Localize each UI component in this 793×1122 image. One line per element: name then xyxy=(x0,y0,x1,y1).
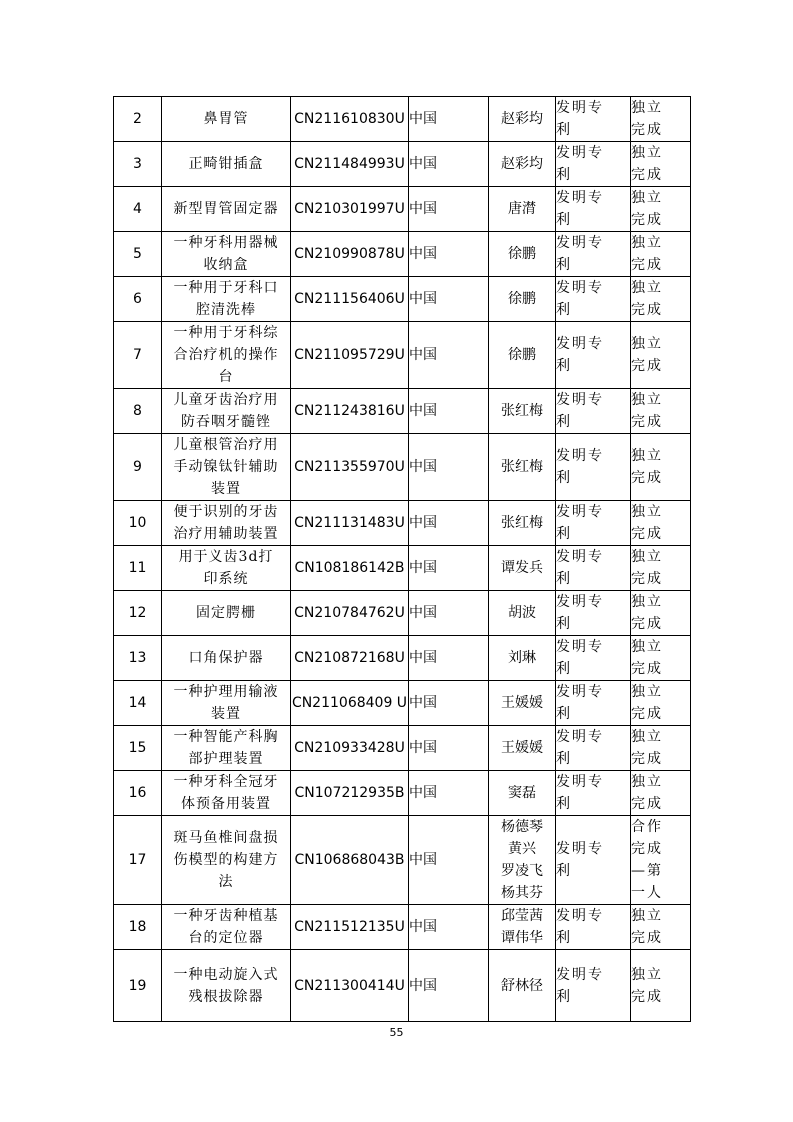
cell-number: CN107212935B xyxy=(291,771,409,816)
cell-inventor: 舒林径 xyxy=(489,950,556,1022)
cell-name: 斑马鱼椎间盘损 伤模型的构建方 法 xyxy=(162,816,291,905)
cell-idx: 2 xyxy=(114,97,162,142)
cell-type: 发明专 利 xyxy=(556,950,631,1022)
cell-number: CN210301997U xyxy=(291,187,409,232)
cell-country: 中国 xyxy=(409,591,489,636)
cell-name: 一种牙科全冠牙 体预备用装置 xyxy=(162,771,291,816)
cell-inventor: 窦磊 xyxy=(489,771,556,816)
cell-name: 一种用于牙科口 腔清洗棒 xyxy=(162,277,291,322)
cell-number: CN211512135U xyxy=(291,905,409,950)
cell-name: 一种电动旋入式 残根拔除器 xyxy=(162,950,291,1022)
cell-type: 发明专 利 xyxy=(556,501,631,546)
table-row xyxy=(114,434,691,501)
cell-idx: 9 xyxy=(114,434,162,501)
cell-role: 独立 完成 xyxy=(631,905,691,950)
cell-country: 中国 xyxy=(409,277,489,322)
cell-number: CN106868043B xyxy=(291,816,409,905)
cell-number: CN210784762U xyxy=(291,591,409,636)
cell-inventor: 谭发兵 xyxy=(489,546,556,591)
cell-role: 独立 完成 xyxy=(631,950,691,1022)
cell-number: CN210933428U xyxy=(291,726,409,771)
table-row xyxy=(114,816,691,905)
cell-type: 发明专 利 xyxy=(556,771,631,816)
cell-inventor: 徐鹏 xyxy=(489,232,556,277)
cell-inventor: 徐鹏 xyxy=(489,277,556,322)
table-row xyxy=(114,142,691,187)
cell-role: 独立 完成 xyxy=(631,771,691,816)
cell-number: CN210872168U xyxy=(291,636,409,681)
cell-inventor: 赵彩均 xyxy=(489,142,556,187)
cell-inventor: 王媛媛 xyxy=(489,726,556,771)
cell-number: CN211610830U xyxy=(291,97,409,142)
cell-name: 一种用于牙科综 合治疗机的操作 台 xyxy=(162,322,291,389)
cell-country: 中国 xyxy=(409,187,489,232)
cell-type: 发明专 利 xyxy=(556,142,631,187)
cell-country: 中国 xyxy=(409,546,489,591)
cell-number: CN211156406U xyxy=(291,277,409,322)
table-row xyxy=(114,771,691,816)
cell-type: 发明专 利 xyxy=(556,546,631,591)
cell-name: 便于识别的牙齿 治疗用辅助装置 xyxy=(162,501,291,546)
cell-name: 一种牙科用器械 收纳盒 xyxy=(162,232,291,277)
cell-number: CN211355970U xyxy=(291,434,409,501)
cell-idx: 6 xyxy=(114,277,162,322)
cell-role: 独立 完成 xyxy=(631,277,691,322)
table-row xyxy=(114,681,691,726)
cell-country: 中国 xyxy=(409,771,489,816)
cell-inventor: 邱莹茜 谭伟华 xyxy=(489,905,556,950)
cell-number: CN211095729U xyxy=(291,322,409,389)
cell-idx: 19 xyxy=(114,950,162,1022)
table-row xyxy=(114,322,691,389)
cell-country: 中国 xyxy=(409,905,489,950)
cell-type: 发明专 利 xyxy=(556,681,631,726)
cell-idx: 4 xyxy=(114,187,162,232)
cell-inventor: 刘琳 xyxy=(489,636,556,681)
cell-idx: 5 xyxy=(114,232,162,277)
cell-number: CN210990878U xyxy=(291,232,409,277)
cell-idx: 11 xyxy=(114,546,162,591)
cell-number: CN211068409 U xyxy=(291,681,409,726)
cell-idx: 8 xyxy=(114,389,162,434)
cell-inventor: 徐鹏 xyxy=(489,322,556,389)
cell-number: CN211131483U xyxy=(291,501,409,546)
cell-inventor: 胡波 xyxy=(489,591,556,636)
cell-name: 一种牙齿种植基 台的定位器 xyxy=(162,905,291,950)
cell-type: 发明专 利 xyxy=(556,187,631,232)
cell-number: CN211300414U xyxy=(291,950,409,1022)
cell-name: 新型胃管固定器 xyxy=(162,187,291,232)
patent-table-body xyxy=(114,97,691,1022)
table-row xyxy=(114,591,691,636)
table-row xyxy=(114,726,691,771)
cell-number: CN108186142B xyxy=(291,546,409,591)
cell-country: 中国 xyxy=(409,816,489,905)
cell-role: 独立 完成 xyxy=(631,501,691,546)
cell-inventor: 王媛媛 xyxy=(489,681,556,726)
cell-role: 合作 完成 —第 一人 xyxy=(631,816,691,905)
cell-idx: 14 xyxy=(114,681,162,726)
table-row xyxy=(114,187,691,232)
table-row xyxy=(114,501,691,546)
cell-country: 中国 xyxy=(409,726,489,771)
cell-country: 中国 xyxy=(409,322,489,389)
page-number: 55 xyxy=(389,1026,404,1039)
cell-type: 发明专 利 xyxy=(556,232,631,277)
cell-idx: 13 xyxy=(114,636,162,681)
cell-country: 中国 xyxy=(409,501,489,546)
cell-name: 用于义齿3d打 印系统 xyxy=(162,546,291,591)
cell-name: 固定腭栅 xyxy=(162,591,291,636)
cell-country: 中国 xyxy=(409,142,489,187)
cell-type: 发明专 利 xyxy=(556,726,631,771)
cell-name: 口角保护器 xyxy=(162,636,291,681)
cell-idx: 15 xyxy=(114,726,162,771)
cell-name: 一种护理用输液 装置 xyxy=(162,681,291,726)
cell-type: 发明专 利 xyxy=(556,434,631,501)
cell-role: 独立 完成 xyxy=(631,681,691,726)
cell-country: 中国 xyxy=(409,950,489,1022)
cell-type: 发明专 利 xyxy=(556,905,631,950)
cell-country: 中国 xyxy=(409,636,489,681)
cell-type: 发明专 利 xyxy=(556,816,631,905)
cell-role: 独立 完成 xyxy=(631,636,691,681)
cell-role: 独立 完成 xyxy=(631,322,691,389)
cell-role: 独立 完成 xyxy=(631,389,691,434)
cell-idx: 18 xyxy=(114,905,162,950)
cell-type: 发明专 利 xyxy=(556,591,631,636)
cell-name: 正畸钳插盒 xyxy=(162,142,291,187)
table-row xyxy=(114,546,691,591)
cell-name: 儿童根管治疗用 手动镍钛针辅助 装置 xyxy=(162,434,291,501)
cell-country: 中国 xyxy=(409,97,489,142)
cell-role: 独立 完成 xyxy=(631,546,691,591)
cell-inventor: 杨德琴 黄兴 罗凌飞 杨其芬 xyxy=(489,816,556,905)
cell-inventor: 张红梅 xyxy=(489,434,556,501)
cell-inventor: 张红梅 xyxy=(489,501,556,546)
cell-idx: 10 xyxy=(114,501,162,546)
cell-role: 独立 完成 xyxy=(631,726,691,771)
cell-name: 一种智能产科胸 部护理装置 xyxy=(162,726,291,771)
cell-type: 发明专 利 xyxy=(556,389,631,434)
cell-inventor: 赵彩均 xyxy=(489,97,556,142)
cell-idx: 17 xyxy=(114,816,162,905)
table-row xyxy=(114,905,691,950)
cell-role: 独立 完成 xyxy=(631,232,691,277)
patent-table xyxy=(113,96,691,1022)
cell-role: 独立 完成 xyxy=(631,591,691,636)
cell-inventor: 唐潸 xyxy=(489,187,556,232)
table-row xyxy=(114,950,691,1022)
cell-type: 发明专 利 xyxy=(556,277,631,322)
cell-idx: 16 xyxy=(114,771,162,816)
cell-type: 发明专 利 xyxy=(556,322,631,389)
table-row xyxy=(114,232,691,277)
cell-idx: 3 xyxy=(114,142,162,187)
cell-inventor: 张红梅 xyxy=(489,389,556,434)
cell-type: 发明专 利 xyxy=(556,97,631,142)
cell-country: 中国 xyxy=(409,681,489,726)
cell-name: 儿童牙齿治疗用 防吞咽牙髓锉 xyxy=(162,389,291,434)
cell-country: 中国 xyxy=(409,232,489,277)
cell-role: 独立 完成 xyxy=(631,97,691,142)
table-row xyxy=(114,97,691,142)
cell-idx: 12 xyxy=(114,591,162,636)
cell-number: CN211484993U xyxy=(291,142,409,187)
cell-role: 独立 完成 xyxy=(631,434,691,501)
cell-number: CN211243816U xyxy=(291,389,409,434)
table-row xyxy=(114,389,691,434)
cell-role: 独立 完成 xyxy=(631,142,691,187)
cell-type: 发明专 利 xyxy=(556,636,631,681)
table-row xyxy=(114,636,691,681)
cell-idx: 7 xyxy=(114,322,162,389)
cell-role: 独立 完成 xyxy=(631,187,691,232)
table-row xyxy=(114,277,691,322)
cell-country: 中国 xyxy=(409,434,489,501)
cell-country: 中国 xyxy=(409,389,489,434)
cell-name: 鼻胃管 xyxy=(162,97,291,142)
